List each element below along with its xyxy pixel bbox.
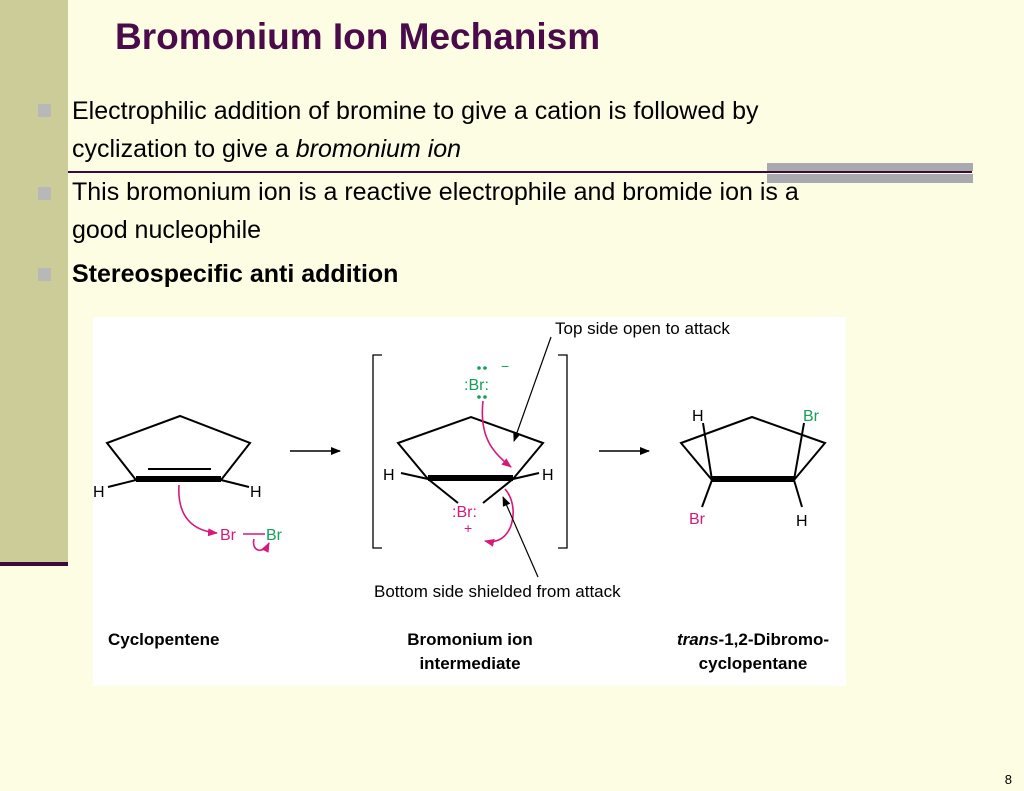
bullet-2-line-2: good nucleophile xyxy=(72,216,262,244)
bullet-2-line-1: This bromonium ion is a reactive electrophile and bromide ion is a xyxy=(72,178,799,206)
slide-title: Bromonium Ion Mechanism xyxy=(115,16,601,57)
caption-product-rest: -1,2-Dibromo- xyxy=(718,630,830,649)
caption-cyclopentene: Cyclopentene xyxy=(108,630,220,649)
bullet-1-text xyxy=(72,92,992,168)
sidebar-underline xyxy=(0,562,68,566)
bullet-2-text xyxy=(72,173,992,249)
atom-h: H xyxy=(796,513,808,530)
atom-br: Br xyxy=(220,527,236,544)
caption-bromonium-2: intermediate xyxy=(419,654,521,673)
caption-product-italic: trans xyxy=(676,630,719,649)
bullet-marker xyxy=(38,187,51,200)
atom-h: H xyxy=(250,484,262,501)
grey-accent-bar xyxy=(767,163,973,171)
atom-h: H xyxy=(542,467,554,484)
caption-product-1 xyxy=(677,630,829,649)
bromonium-br: :Br: xyxy=(452,504,477,521)
bullet-1-line-2-plain: cyclization to give a xyxy=(72,135,296,163)
dibromocyclopentane-structure xyxy=(681,408,825,530)
bullet-1-line-2-italic: bromonium ion xyxy=(295,135,462,163)
reaction-scheme xyxy=(93,317,846,686)
caption-product-2: cyclopentane xyxy=(698,654,808,673)
caption-bromonium-1: Bromonium ion xyxy=(407,630,533,649)
bullet-1-line-1: Electrophilic addition of bromine to give a cation is followed by xyxy=(72,97,759,125)
minus-charge: − xyxy=(501,358,510,374)
left-sidebar-bar xyxy=(0,0,68,562)
bullet-3-text: Stereospecific anti addition xyxy=(72,260,399,288)
left-bracket xyxy=(373,355,382,548)
atom-h: H xyxy=(383,467,395,484)
right-bracket xyxy=(558,355,567,548)
bromonium-intermediate xyxy=(373,337,567,577)
cyclopentene-structure xyxy=(93,416,283,550)
atom-br: Br xyxy=(803,408,819,425)
bromide-ion: :Br: xyxy=(464,377,489,394)
bullet-marker xyxy=(38,268,51,281)
plus-charge: + xyxy=(464,520,473,536)
atom-br: Br xyxy=(689,511,705,528)
bullet-marker xyxy=(38,104,51,117)
atom-h: H xyxy=(93,484,105,501)
atom-h: H xyxy=(692,408,704,425)
annotation-bottom-side: Bottom side shielded from attack xyxy=(374,582,621,601)
page-number: 8 xyxy=(1004,772,1012,787)
atom-br: Br xyxy=(266,527,282,544)
reaction-figure xyxy=(93,317,846,686)
annotation-top-side: Top side open to attack xyxy=(555,319,730,338)
